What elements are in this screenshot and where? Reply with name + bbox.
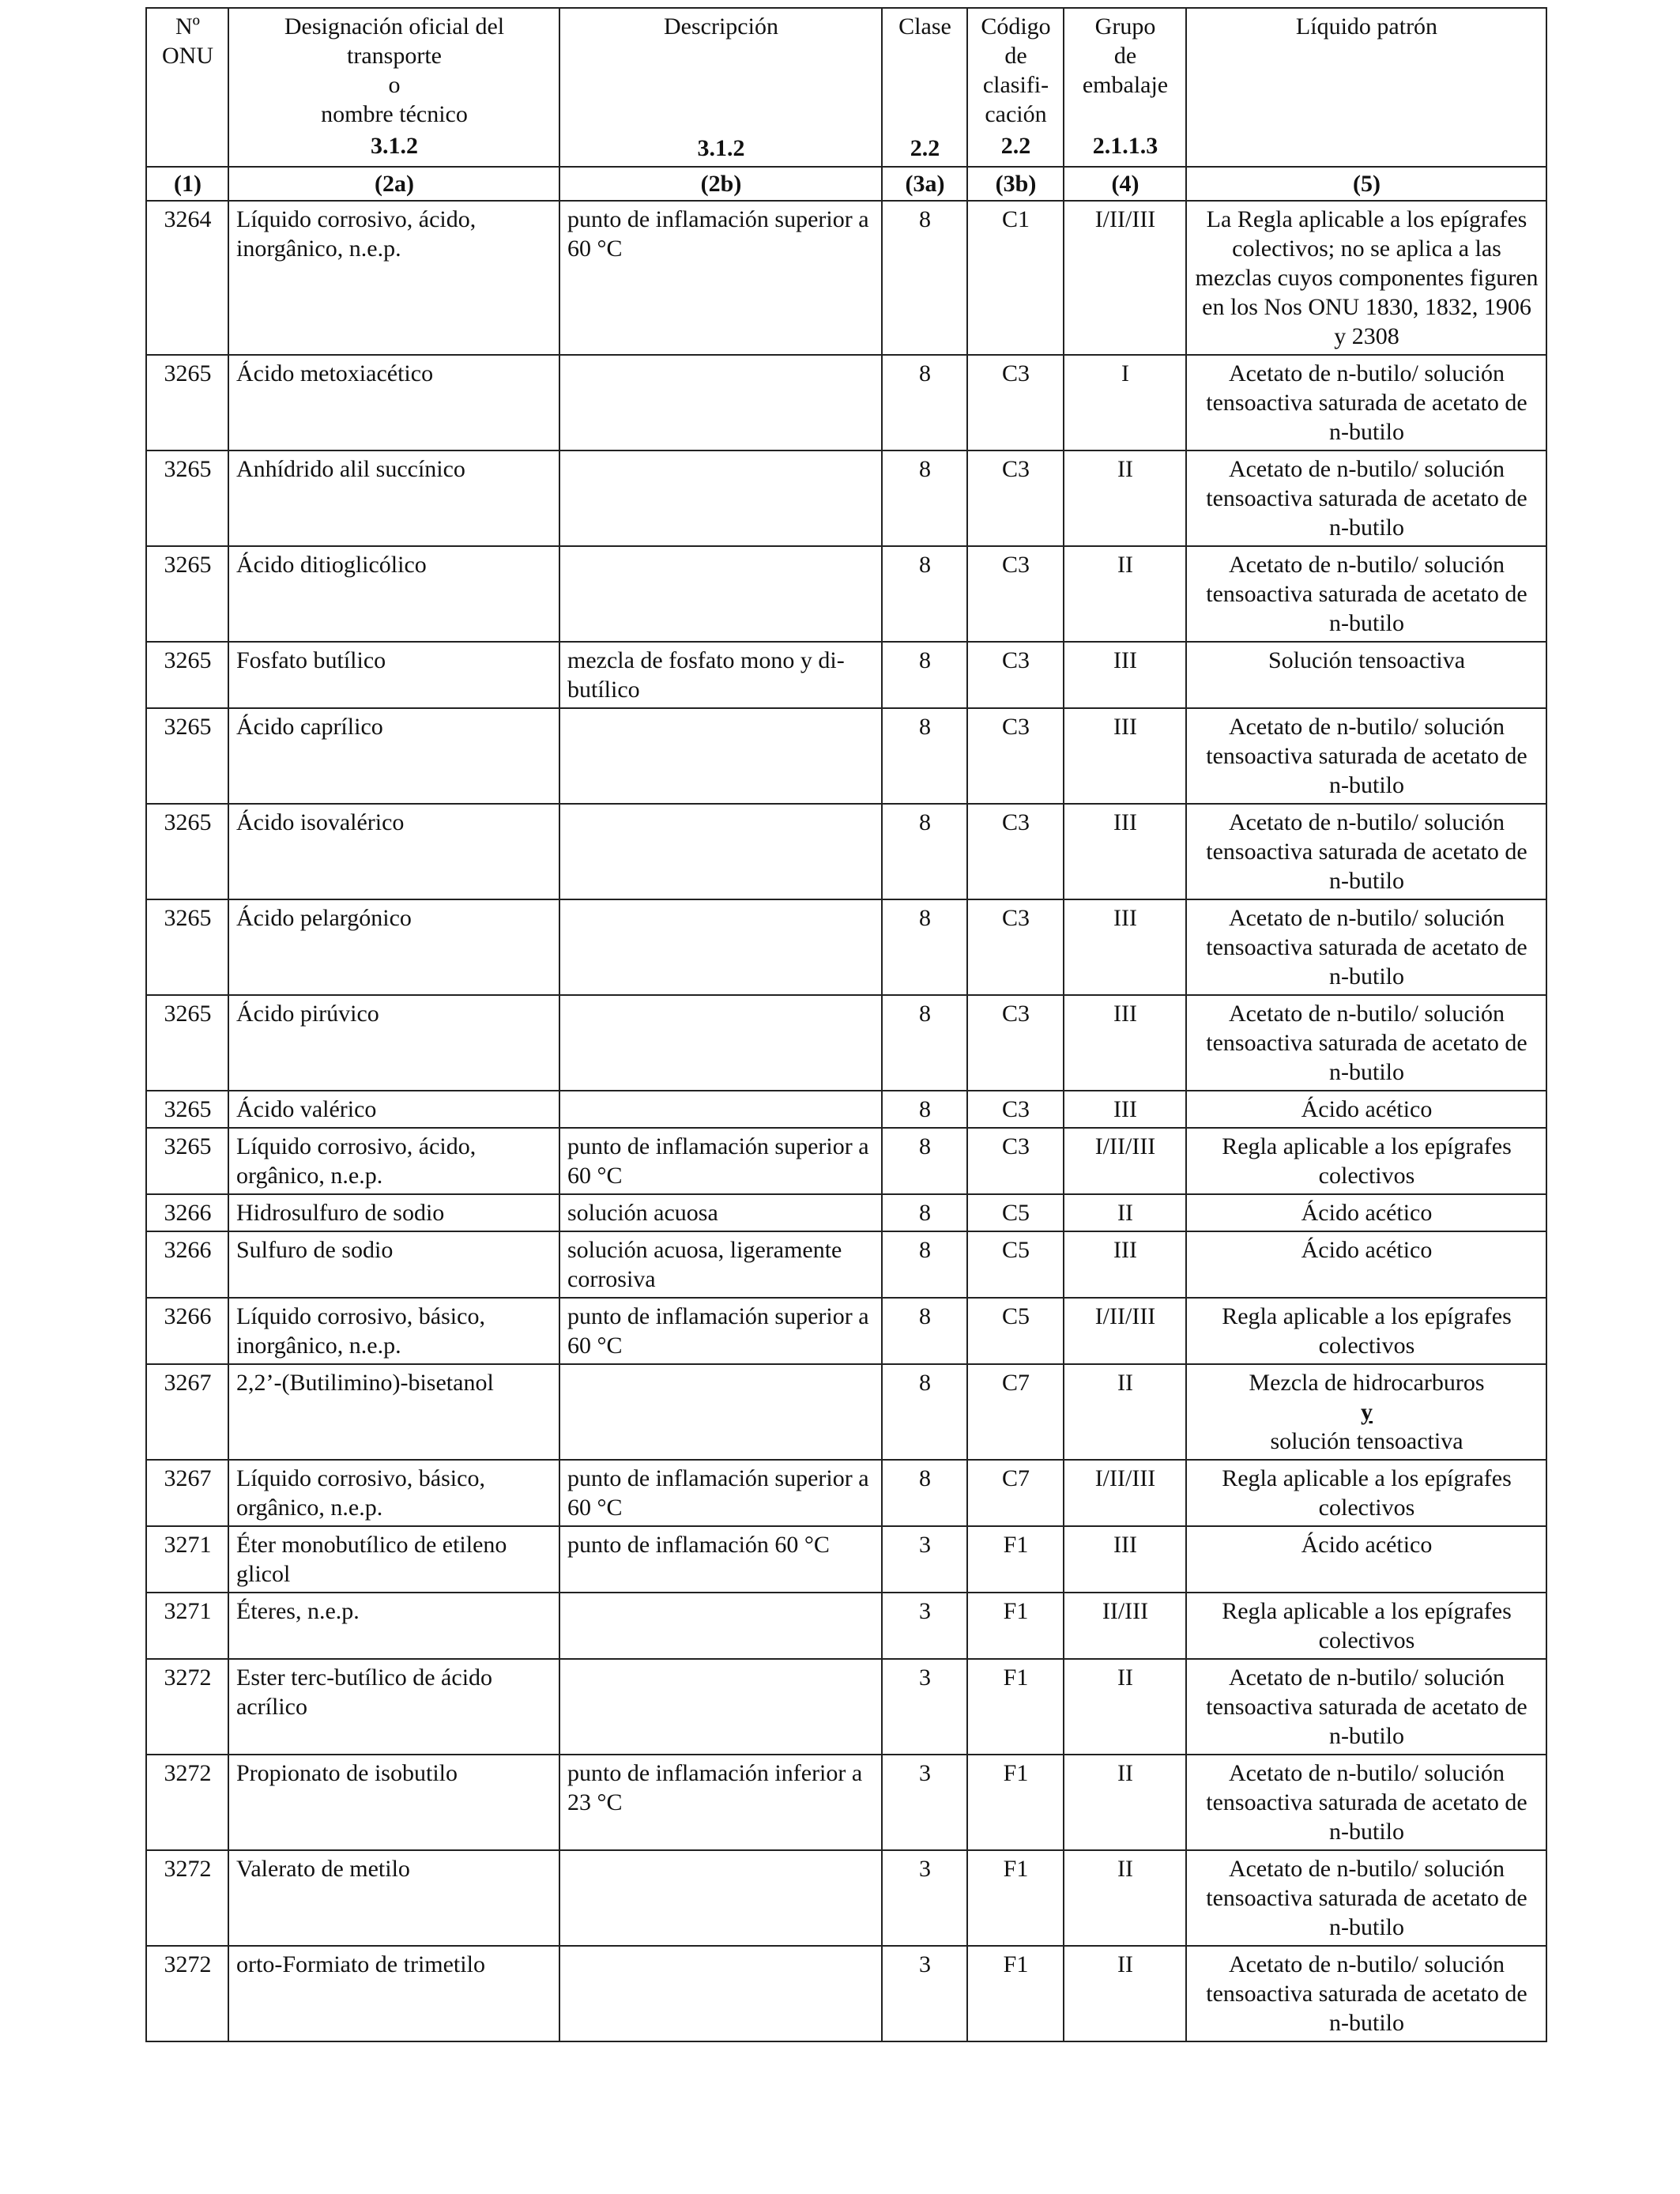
cell-standard-liquid: Regla aplicable a los epígrafes colectivos (1186, 1593, 1546, 1659)
table-row (146, 642, 1546, 708)
cell-description: punto de inflamación superior a 60 °C (559, 1128, 882, 1194)
cell-standard-liquid: Acetato de n-butilo/ solución tensoactiva saturada de acetato de n-butilo (1186, 899, 1546, 995)
cell-onu: 3265 (146, 1128, 228, 1194)
cell-class: 8 (882, 546, 967, 642)
cell-classification-code: F1 (967, 1659, 1064, 1755)
cell-class: 8 (882, 708, 967, 804)
table-row (146, 1298, 1546, 1364)
cell-class: 8 (882, 1298, 967, 1364)
cell-classification-code: C3 (967, 899, 1064, 995)
cell-classification-code: C3 (967, 450, 1064, 546)
cell-packing-group: I (1064, 355, 1186, 450)
cell-description: solución acuosa, ligeramente corrosiva (559, 1231, 882, 1298)
table-row (146, 1231, 1546, 1298)
header-designation-line4: nombre técnico (321, 101, 468, 127)
table-row (146, 355, 1546, 450)
cell-designation: Ácido pelargónico (228, 899, 559, 995)
cell-onu: 3272 (146, 1755, 228, 1850)
cell-description: punto de inflamación 60 °C (559, 1526, 882, 1593)
cell-designation: Líquido corrosivo, ácido, inorgânico, n.e.p. (228, 201, 559, 355)
cell-description (559, 450, 882, 546)
table-row (146, 1526, 1546, 1593)
cell-description: punto de inflamación superior a 60 °C (559, 1460, 882, 1526)
header-group-line2: de (1113, 43, 1137, 69)
cell-class: 3 (882, 1850, 967, 1946)
cell-description (559, 804, 882, 899)
header-onu-line2: ONU (162, 43, 213, 69)
cell-description: solución acuosa (559, 1194, 882, 1231)
cell-standard-liquid: Acetato de n-butilo/ solución tensoactiva saturada de acetato de n-butilo (1186, 546, 1546, 642)
cell-packing-group: II (1064, 1194, 1186, 1231)
liquid-conjunction-text: y (1361, 1399, 1373, 1425)
cell-description (559, 1946, 882, 2041)
cell-classification-code: C3 (967, 546, 1064, 642)
cell-onu: 3266 (146, 1231, 228, 1298)
cell-class: 8 (882, 1091, 967, 1128)
cell-packing-group: I/II/III (1064, 1128, 1186, 1194)
header-row (146, 8, 1546, 167)
table-row (146, 1364, 1546, 1460)
table-row (146, 1194, 1546, 1231)
cell-classification-code: C3 (967, 1091, 1064, 1128)
liquid-conjunction (1194, 1397, 1539, 1427)
cell-classification-code: C3 (967, 1128, 1064, 1194)
cell-class: 8 (882, 1128, 967, 1194)
cell-designation: Ácido valérico (228, 1091, 559, 1128)
cell-description (559, 1659, 882, 1755)
cell-classification-code: F1 (967, 1526, 1064, 1593)
cell-onu: 3265 (146, 899, 228, 995)
header-group-line1: Grupo (1094, 13, 1156, 40)
cell-class: 8 (882, 1364, 967, 1460)
cell-standard-liquid: La Regla aplicable a los epígrafes colectivos; no se aplica a las mezclas cuyos componentes figuren en los Nos ONU 1830, 1832, 1906 y 2308 (1186, 201, 1546, 355)
cell-onu: 3265 (146, 708, 228, 804)
cell-onu: 3272 (146, 1659, 228, 1755)
colnum-1: (1) (146, 167, 228, 201)
header-designation-ref: 3.1.2 (371, 133, 418, 159)
cell-class: 3 (882, 1659, 967, 1755)
header-designation-line3: o (388, 72, 401, 98)
header-group-line3: embalaje (1082, 72, 1169, 98)
cell-class: 8 (882, 899, 967, 995)
cell-standard-liquid: Acetato de n-butilo/ solución tensoactiva saturada de acetato de n-butilo (1186, 355, 1546, 450)
colnum-3b: (3b) (967, 167, 1064, 201)
cell-description: punto de inflamación superior a 60 °C (559, 201, 882, 355)
header-packing-group (1064, 8, 1186, 167)
cell-designation: Ester terc-butílico de ácido acrílico (228, 1659, 559, 1755)
cell-onu: 3272 (146, 1850, 228, 1946)
header-group-ref: 2.1.1.3 (1092, 133, 1158, 159)
cell-onu: 3267 (146, 1364, 228, 1460)
cell-onu: 3271 (146, 1526, 228, 1593)
cell-description (559, 1593, 882, 1659)
header-description (559, 8, 882, 167)
cell-standard-liquid: Acetato de n-butilo/ solución tensoactiva saturada de acetato de n-butilo (1186, 708, 1546, 804)
cell-classification-code: C3 (967, 355, 1064, 450)
cell-packing-group: II (1064, 1755, 1186, 1850)
cell-standard-liquid: Acetato de n-butilo/ solución tensoactiva saturada de acetato de n-butilo (1186, 450, 1546, 546)
header-code-line1: Código (981, 13, 1051, 40)
cell-class: 8 (882, 450, 967, 546)
cell-packing-group: II (1064, 1364, 1186, 1460)
colnum-5: (5) (1186, 167, 1546, 201)
cell-onu: 3264 (146, 201, 228, 355)
table-row (146, 450, 1546, 546)
cell-designation: orto-Formiato de trimetilo (228, 1946, 559, 2041)
cell-designation: 2,2’-(Butilimino)-bisetanol (228, 1364, 559, 1460)
cell-classification-code: C3 (967, 642, 1064, 708)
header-liquid-line1: Líquido patrón (1295, 13, 1438, 40)
cell-description (559, 1850, 882, 1946)
cell-packing-group: II (1064, 546, 1186, 642)
cell-designation: Propionato de isobutilo (228, 1755, 559, 1850)
table-row (146, 1850, 1546, 1946)
cell-designation: Ácido pirúvico (228, 995, 559, 1091)
cell-designation: Ácido isovalérico (228, 804, 559, 899)
liquid-line: solución tensoactiva (1270, 1428, 1463, 1454)
header-designation (228, 8, 559, 167)
cell-packing-group: II (1064, 1946, 1186, 2041)
table-body (146, 201, 1546, 2041)
table-row (146, 1755, 1546, 1850)
header-class-line1: Clase (898, 13, 951, 40)
cell-standard-liquid (1186, 1364, 1546, 1460)
cell-packing-group: I/II/III (1064, 201, 1186, 355)
cell-designation: Anhídrido alil succínico (228, 450, 559, 546)
cell-standard-liquid: Ácido acético (1186, 1091, 1546, 1128)
cell-onu: 3265 (146, 546, 228, 642)
table-row (146, 1593, 1546, 1659)
cell-onu: 3265 (146, 642, 228, 708)
table-row (146, 708, 1546, 804)
cell-description (559, 995, 882, 1091)
cell-standard-liquid: Ácido acético (1186, 1231, 1546, 1298)
cell-designation: Sulfuro de sodio (228, 1231, 559, 1298)
cell-classification-code: C1 (967, 201, 1064, 355)
table-row (146, 1460, 1546, 1526)
cell-description (559, 1364, 882, 1460)
cell-onu: 3265 (146, 450, 228, 546)
cell-standard-liquid: Acetato de n-butilo/ solución tensoactiva saturada de acetato de n-butilo (1186, 1946, 1546, 2041)
cell-designation: Fosfato butílico (228, 642, 559, 708)
cell-standard-liquid: Acetato de n-butilo/ solución tensoactiva saturada de acetato de n-butilo (1186, 1755, 1546, 1850)
column-number-row (146, 167, 1546, 201)
cell-description: punto de inflamación superior a 60 °C (559, 1298, 882, 1364)
cell-packing-group: III (1064, 1231, 1186, 1298)
cell-class: 8 (882, 201, 967, 355)
cell-packing-group: III (1064, 708, 1186, 804)
cell-packing-group: II (1064, 450, 1186, 546)
cell-class: 3 (882, 1946, 967, 2041)
header-code-line2: de (1004, 43, 1027, 69)
cell-designation: Líquido corrosivo, básico, orgânico, n.e.p. (228, 1460, 559, 1526)
header-description-line1: Descripción (664, 13, 778, 40)
header-designation-line1: Designación oficial del (284, 13, 505, 40)
cell-classification-code: C3 (967, 804, 1064, 899)
cell-description (559, 899, 882, 995)
cell-packing-group: III (1064, 804, 1186, 899)
cell-onu: 3265 (146, 1091, 228, 1128)
table-row (146, 546, 1546, 642)
table-row (146, 1128, 1546, 1194)
cell-onu: 3271 (146, 1593, 228, 1659)
cell-class: 8 (882, 355, 967, 450)
cell-designation: Ácido metoxiacético (228, 355, 559, 450)
cell-standard-liquid: Regla aplicable a los epígrafes colectivos (1186, 1460, 1546, 1526)
cell-class: 8 (882, 995, 967, 1091)
header-class-ref: 2.2 (910, 135, 940, 161)
table-row (146, 995, 1546, 1091)
cell-description (559, 355, 882, 450)
cell-classification-code: C7 (967, 1460, 1064, 1526)
cell-classification-code: F1 (967, 1946, 1064, 2041)
header-class (882, 8, 967, 167)
cell-standard-liquid: Acetato de n-butilo/ solución tensoactiva saturada de acetato de n-butilo (1186, 804, 1546, 899)
cell-class: 3 (882, 1526, 967, 1593)
cell-packing-group: I/II/III (1064, 1298, 1186, 1364)
cell-standard-liquid: Ácido acético (1186, 1526, 1546, 1593)
cell-classification-code: F1 (967, 1755, 1064, 1850)
cell-designation: Hidrosulfuro de sodio (228, 1194, 559, 1231)
cell-standard-liquid: Acetato de n-butilo/ solución tensoactiva saturada de acetato de n-butilo (1186, 1850, 1546, 1946)
cell-designation: Líquido corrosivo, básico, inorgânico, n.e.p. (228, 1298, 559, 1364)
colnum-4: (4) (1064, 167, 1186, 201)
table-row (146, 1659, 1546, 1755)
table-row (146, 899, 1546, 995)
cell-standard-liquid: Regla aplicable a los epígrafes colectivos (1186, 1298, 1546, 1364)
cell-packing-group: III (1064, 642, 1186, 708)
cell-onu: 3265 (146, 995, 228, 1091)
cell-packing-group: III (1064, 1526, 1186, 1593)
table-row (146, 804, 1546, 899)
cell-classification-code: F1 (967, 1850, 1064, 1946)
header-code-line3: clasifi- (982, 72, 1049, 98)
table-row (146, 1946, 1546, 2041)
cell-class: 3 (882, 1755, 967, 1850)
cell-class: 8 (882, 1460, 967, 1526)
cell-standard-liquid: Ácido acético (1186, 1194, 1546, 1231)
cell-packing-group: III (1064, 1091, 1186, 1128)
cell-description (559, 546, 882, 642)
cell-class: 8 (882, 1194, 967, 1231)
header-code-ref: 2.2 (1000, 133, 1031, 159)
cell-classification-code: C5 (967, 1194, 1064, 1231)
cell-onu: 3267 (146, 1460, 228, 1526)
table-row (146, 1091, 1546, 1128)
substances-table (145, 7, 1547, 2042)
cell-packing-group: II (1064, 1659, 1186, 1755)
cell-designation: Líquido corrosivo, ácido, orgânico, n.e.p. (228, 1128, 559, 1194)
header-description-ref: 3.1.2 (697, 135, 745, 161)
header-standard-liquid (1186, 8, 1546, 167)
header-classification-code (967, 8, 1064, 167)
cell-description: mezcla de fosfato mono y di-butílico (559, 642, 882, 708)
cell-classification-code: C5 (967, 1298, 1064, 1364)
cell-packing-group: II/III (1064, 1593, 1186, 1659)
cell-packing-group: III (1064, 995, 1186, 1091)
cell-standard-liquid: Regla aplicable a los epígrafes colectivos (1186, 1128, 1546, 1194)
cell-packing-group: III (1064, 899, 1186, 995)
cell-description: punto de inflamación inferior a 23 °C (559, 1755, 882, 1850)
cell-classification-code: C5 (967, 1231, 1064, 1298)
cell-designation: Éteres, n.e.p. (228, 1593, 559, 1659)
cell-designation: Ácido caprílico (228, 708, 559, 804)
cell-onu: 3266 (146, 1194, 228, 1231)
cell-standard-liquid: Acetato de n-butilo/ solución tensoactiva saturada de acetato de n-butilo (1186, 1659, 1546, 1755)
header-onu-line1: Nº (175, 13, 200, 40)
cell-classification-code: C3 (967, 995, 1064, 1091)
header-onu (146, 8, 228, 167)
colnum-2a: (2a) (228, 167, 559, 201)
header-designation-line2: transporte (347, 43, 442, 69)
cell-description (559, 1091, 882, 1128)
cell-description (559, 708, 882, 804)
cell-classification-code: C3 (967, 708, 1064, 804)
cell-packing-group: I/II/III (1064, 1460, 1186, 1526)
cell-onu: 3266 (146, 1298, 228, 1364)
header-code-line4: cación (985, 101, 1047, 127)
cell-class: 3 (882, 1593, 967, 1659)
cell-classification-code: F1 (967, 1593, 1064, 1659)
cell-designation: Ácido ditioglicólico (228, 546, 559, 642)
cell-class: 8 (882, 642, 967, 708)
cell-standard-liquid: Acetato de n-butilo/ solución tensoactiva saturada de acetato de n-butilo (1186, 995, 1546, 1091)
colnum-2b: (2b) (559, 167, 882, 201)
cell-onu: 3265 (146, 355, 228, 450)
cell-class: 8 (882, 1231, 967, 1298)
cell-classification-code: C7 (967, 1364, 1064, 1460)
cell-onu: 3265 (146, 804, 228, 899)
cell-packing-group: II (1064, 1850, 1186, 1946)
cell-onu: 3272 (146, 1946, 228, 2041)
colnum-3a: (3a) (882, 167, 967, 201)
cell-designation: Éter monobutílico de etileno glicol (228, 1526, 559, 1593)
cell-standard-liquid: Solución tensoactiva (1186, 642, 1546, 708)
cell-designation: Valerato de metilo (228, 1850, 559, 1946)
liquid-line: Mezcla de hidrocarburos (1249, 1370, 1485, 1396)
cell-class: 8 (882, 804, 967, 899)
table-row (146, 201, 1546, 355)
